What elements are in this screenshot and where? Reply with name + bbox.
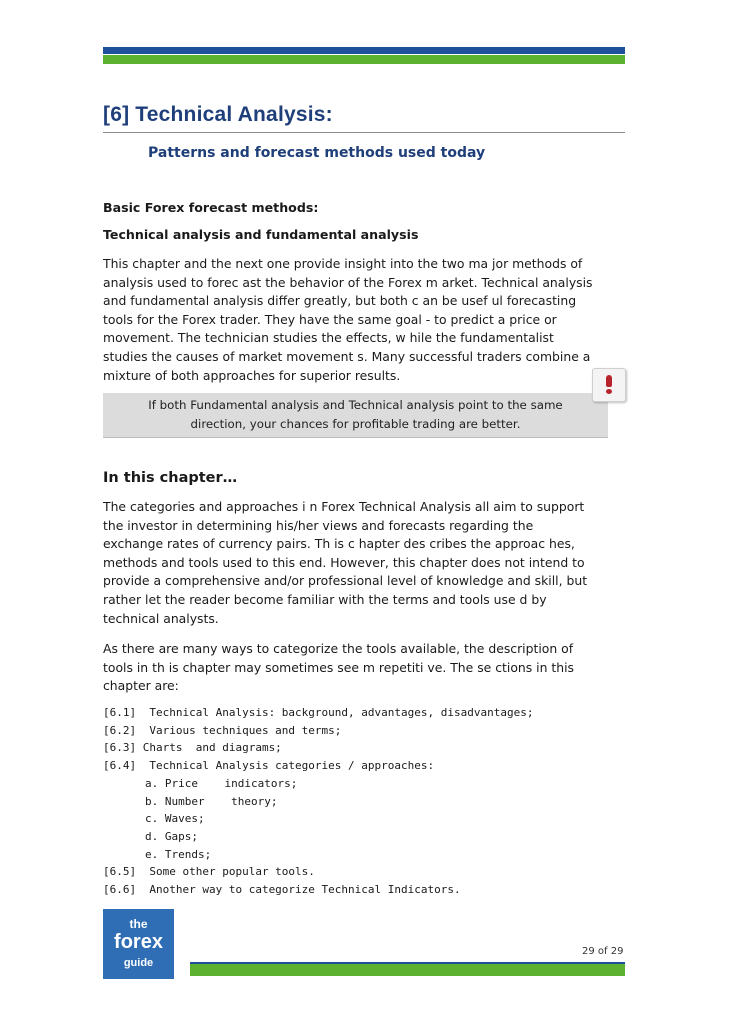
text-line: analysis used to forec ast the behavior of the Forex m arket. Technical analysis <box>103 274 593 290</box>
text-line: This chapter and the next one provide insight into the two ma jor methods of <box>103 256 583 271</box>
section-list <box>103 704 533 899</box>
text-line: mixture of both approaches for superior results. <box>103 367 401 383</box>
text-line: studies the causes of market movement s. Many successful traders combine a <box>103 348 591 364</box>
logo-text: guide <box>123 957 154 969</box>
list-subitem: c. Waves; <box>145 812 205 826</box>
exclamation-bar <box>606 375 612 387</box>
text-line: rather let the reader become familiar with the terms and tools use d by <box>103 591 547 607</box>
logo-text: forex <box>114 931 163 953</box>
list-subitem: a. Price indicators; <box>145 776 298 790</box>
chapter-paragraph-2 <box>103 640 628 696</box>
chapter-paragraph-1 <box>103 498 628 628</box>
forex-guide-logo <box>103 909 174 979</box>
text-line: exchange rates of currency pairs. Th is c hapter des cribes the approac hes, <box>103 536 575 552</box>
text-line: chapter are: <box>103 678 179 694</box>
chapter-subtitle: Patterns and forecast methods used today <box>148 145 486 161</box>
list-item: [6.5] Some other popular tools. <box>103 865 315 879</box>
callout-line: If both Fundamental analysis and Technical analysis point to the same <box>148 398 563 412</box>
intro-paragraph <box>103 255 628 385</box>
chapter-title: [6] Technical Analysis: <box>103 103 333 126</box>
intro-heading-2: Technical analysis and fundamental analysis <box>103 227 419 242</box>
text-line: movement. The technician studies the effects, w hile the fundamentalist <box>103 330 554 346</box>
list-item: [6.4] Technical Analysis categories / approaches: <box>103 759 435 773</box>
exclamation-icon <box>592 368 626 402</box>
text-line: tools in th is chapter may sometimes see m repetiti ve. The se ctions in this <box>103 659 575 675</box>
list-item: [6.2] Various techniques and terms; <box>103 723 342 737</box>
exclamation-dot <box>606 389 612 394</box>
tip-callout <box>103 393 608 438</box>
logo-text: the <box>129 917 148 931</box>
list-item: [6.3] Charts and diagrams; <box>103 741 282 755</box>
list-item: [6.6] Another way to categorize Technical Indicators. <box>103 883 461 897</box>
text-line: As there are many ways to categorize the tools available, the description of <box>103 641 574 656</box>
intro-heading-1: Basic Forex forecast methods: <box>103 200 319 215</box>
text-line: methods and tools used to this end. However, this chapter does not intend to <box>103 554 585 570</box>
list-subitem: d. Gaps; <box>145 829 198 843</box>
list-subitem: b. Number theory; <box>145 794 278 808</box>
text-line: technical analysts. <box>103 610 219 626</box>
header-green-bar <box>103 55 625 64</box>
list-subitem: e. Trends; <box>145 847 212 861</box>
list-item: [6.1] Technical Analysis: background, advantages, disadvantages; <box>103 706 534 719</box>
footer-green-bar <box>190 964 625 976</box>
header-blue-bar <box>103 47 625 54</box>
callout-line: direction, your chances for profitable trading are better. <box>190 417 521 431</box>
text-line: and fundamental analysis differ greatly, but both c an be usef ul forecasting <box>103 293 577 309</box>
section-heading: In this chapter… <box>103 470 238 486</box>
text-line: provide a comprehensive and/or professional level of knowledge and skill, but <box>103 573 588 589</box>
text-line: tools for the Forex trader. They have the same goal - to predict a price or <box>103 311 557 327</box>
callout-text <box>103 396 608 434</box>
text-line: the investor in determining his/her views and forecasts regarding the <box>103 517 534 533</box>
text-line: The categories and approaches i n Forex Technical Analysis all aim to support <box>103 499 585 514</box>
title-divider <box>103 132 625 133</box>
page-number: 29 of 29 <box>582 946 624 957</box>
